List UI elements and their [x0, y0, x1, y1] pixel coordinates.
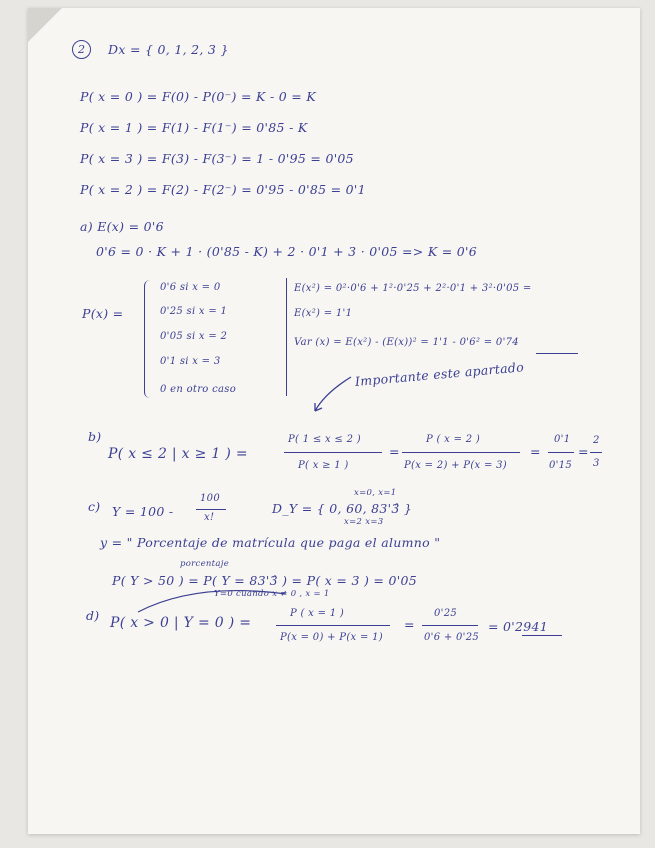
prob-x0-line: P( x = 0 ) = F(0) - P(0⁻) = K - 0 = K — [80, 89, 316, 104]
b-frac2-num: P ( x = 2 ) — [426, 434, 481, 445]
part-b-lhs: P( x ≤ 2 | x ≥ 1 ) = — [108, 446, 248, 462]
b-frac3-line — [548, 452, 574, 453]
d-lhs: P( x > 0 | Y = 0 ) = — [110, 615, 252, 631]
problem-number: 2 — [72, 40, 91, 59]
part-a-heading: a) E(x) = 0'6 — [80, 219, 164, 234]
case-x1: 0'25 si x = 1 — [160, 306, 228, 317]
d-frac1-num: P ( x = 1 ) — [290, 608, 345, 619]
case-x3: 0'1 si x = 3 — [160, 356, 221, 367]
d-result-underline — [522, 635, 562, 636]
b-frac4-den: 3 — [593, 458, 600, 469]
c-domain-bottom-note: x=2 x=3 — [344, 517, 384, 527]
d-above-note: Y=0 cuando x ≠ 0 , x = 1 — [214, 589, 330, 599]
c-equation: Y = 100 - — [112, 504, 174, 519]
case-x0: 0'6 si x = 0 — [160, 282, 221, 293]
b-frac2-den: P(x = 2) + P(x = 3) — [404, 460, 507, 471]
d-result: = 0'2941 — [488, 619, 549, 634]
part-b-label: b) — [88, 429, 102, 444]
c-domain-top-note: x=0, x=1 — [354, 488, 397, 498]
ex2-line-2: E(x²) = 1'1 — [294, 308, 353, 319]
px-label: P(x) = — [82, 306, 124, 321]
prob-x1-line: P( x = 1 ) = F(1) - F(1⁻) = 0'85 - K — [80, 120, 308, 135]
c-probability: P( Y > 50 ) = P( Y = 83'3̂ ) = P( x = 3 ) = 0'05 — [112, 573, 417, 588]
prob-x3-line: P( x = 3 ) = F(3) - F(3⁻) = 1 - 0'95 = 0'05 — [80, 151, 354, 166]
d-frac2-den: 0'6 + 0'25 — [424, 632, 480, 643]
b-frac4-line — [590, 452, 602, 453]
b-eq3: = — [530, 444, 541, 459]
case-otherwise: 0 en otro caso — [160, 384, 237, 395]
c-frac-den: x! — [204, 512, 215, 523]
note-arrow-icon — [311, 373, 355, 413]
d-frac1-den: P(x = 0) + P(x = 1) — [280, 632, 383, 643]
d-eq2: = — [404, 617, 415, 632]
b-eq2: = — [389, 444, 400, 459]
d-frac2-line — [422, 625, 478, 626]
b-frac3-num: 0'1 — [554, 434, 571, 445]
b-frac1-num: P( 1 ≤ x ≤ 2 ) — [288, 434, 361, 445]
important-note: Importante este apartado — [354, 359, 525, 389]
b-frac3-den: 0'15 — [549, 460, 573, 471]
b-frac1-den: P( x ≥ 1 ) — [298, 460, 349, 471]
part-a-equation: 0'6 = 0 · K + 1 · (0'85 - K) + 2 · 0'1 + 3 · 0'05 => K = 0'6 — [96, 244, 478, 259]
case-x2: 0'05 si x = 2 — [160, 331, 228, 342]
c-frac-line — [196, 509, 226, 510]
ex2-line-1: E(x²) = 0²·0'6 + 1²·0'25 + 2²·0'1 + 3²·0'05 = — [294, 283, 532, 294]
c-definition: y = " Porcentaje de matrícula que paga el alumno " — [100, 535, 441, 550]
part-c-label: c) — [88, 499, 101, 514]
c-frac-num: 100 — [200, 493, 220, 504]
d-frac1-line — [276, 625, 390, 626]
variance-line: Var (x) = E(x²) - (E(x))² = 1'1 - 0'6² = 0'74 — [294, 337, 519, 348]
page-corner-fold — [28, 8, 62, 42]
domain-line: Dx = { 0, 1, 2, 3 } — [108, 42, 229, 57]
prob-x2-line: P( x = 2 ) = F(2) - F(2⁻) = 0'95 - 0'85 = 0'1 — [80, 182, 366, 197]
d-frac2-num: 0'25 — [434, 608, 458, 619]
part-d-label: d) — [86, 608, 100, 623]
piecewise-brace — [144, 280, 155, 398]
b-frac1-line — [284, 452, 382, 453]
variance-underline — [536, 353, 578, 354]
c-porcentaje-note: porcentaje — [180, 559, 230, 569]
b-frac4-num: 2 — [593, 435, 600, 446]
c-domain: D_Y = { 0, 60, 83'3̂ } — [272, 501, 413, 516]
b-eq4: = — [578, 444, 589, 459]
notebook-page — [28, 8, 640, 834]
separator-bar — [286, 278, 287, 396]
b-frac2-line — [402, 452, 520, 453]
